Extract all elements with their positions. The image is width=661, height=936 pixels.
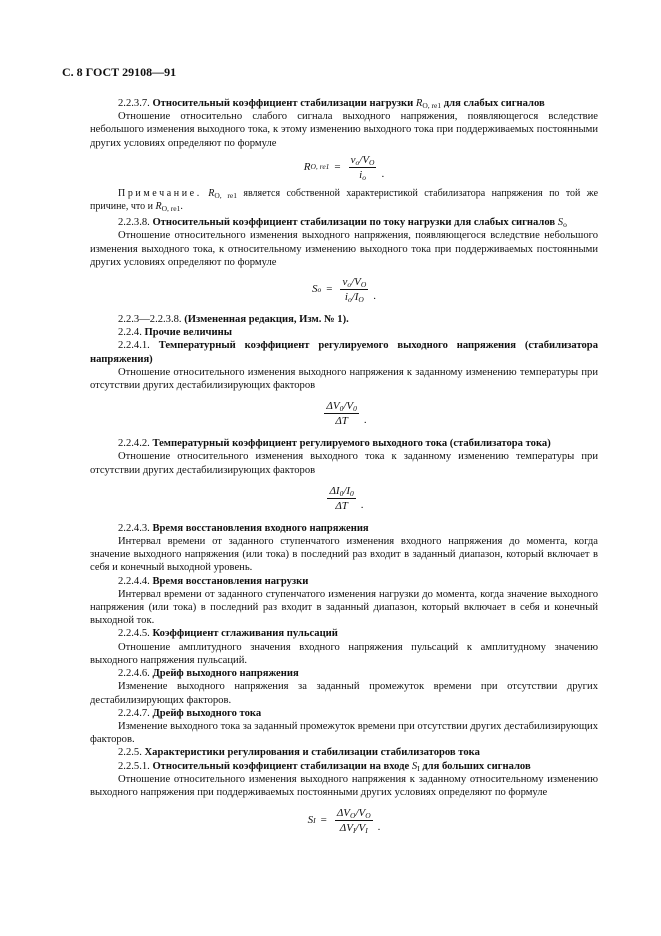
fraction: $\frac{v_o/V_O}{i_o/I_O}$ bbox=[342, 276, 367, 305]
page-header: С. 8 ГОСТ 29108—91 bbox=[62, 65, 177, 79]
section-2237-heading: 2.2.3.7. Относительный коэффициент стабилизации нагрузки $R_{O, re1}$ для слабых сигналов bbox=[118, 98, 545, 110]
section-2237-title: Относительный коэффициент стабилизации нагрузки bbox=[152, 98, 414, 109]
note-paragraph: Примечание. $R_{O, re1}$ является собственной характеристикой стабилизатора напряжения по той же причине, что и $R_{O, re1}$. bbox=[90, 187, 599, 214]
formula-r-o-re1: R O, re1 = $\frac{v_o/V_O}{i_o}$ . bbox=[303, 153, 385, 182]
section-2238-text: Отношение относительного изменения выходного напряжения, появляющегося вследствие небольшого изменения выходного тока, к относительному изменению выходного тока при поддерживаемых постоянными других условиях определяют по формуле bbox=[90, 230, 598, 268]
section-2238-heading: 2.2.3.8. Относительный коэффициент стабилизации по току нагрузки для слабых сигналов $S_o$ bbox=[118, 217, 567, 230]
document-body bbox=[90, 97, 598, 834]
formula-s-o: S o = $\frac{v_o/V_O}{i_o/I_O}$ . bbox=[311, 276, 377, 305]
section-2247-heading: 2.2.4.7. Дрейф выходного тока bbox=[118, 707, 262, 719]
note-label: Примечание. bbox=[118, 187, 202, 199]
section-2243-heading: 2.2.4.3. Время восстановления входного напряжения bbox=[118, 522, 369, 534]
section-2245-text: Отношение амплитудного значения входного напряжения пульсаций к амплитудному значению выходного напряжения пульсаций. bbox=[90, 641, 598, 666]
formula-s-i: S I = $\frac{\Delta V_O/V_O}{\Delta V_I/V_I}$ . bbox=[307, 807, 381, 836]
section-225-heading: 2.2.5. Характеристики регулирования и стабилизации стабилизаторов тока bbox=[118, 747, 480, 759]
section-2237-text: Отношение относительно слабого сигнала выходного напряжения, появляющегося вследствие небольшого изменения выходного тока, к этому изменению выходного тока при поддерживаемых постоянными других условиях определяют по формуле bbox=[90, 111, 598, 149]
section-2238-title: Относительный коэффициент стабилизации по току нагрузки для слабых сигналов bbox=[152, 217, 556, 229]
section-2246-text: Изменение выходного напряжения за заданный промежуток времени при отсутствии других дестабилизирующих факторов. bbox=[90, 681, 598, 706]
formula-temp-current: $\frac{\Delta I_0/I_0}{\Delta T}$ . bbox=[329, 484, 364, 512]
section-224-heading: 2.2.4. Прочие величины bbox=[118, 327, 233, 339]
section-2244-text: Интервал времени от заданного ступенчатого изменения нагрузки до момента, когда значение выходного напряжения (или тока) в последний раз входит в заданный диапазон, который включает в себя и конечный выходной ток. bbox=[90, 588, 598, 627]
formula-temp-voltage: $\frac{\Delta V_0/V_0}{\Delta T}$ . bbox=[326, 400, 367, 428]
section-2251-heading: 2.2.5.1. Относительный коэффициент стабилизации на входе $S_I$ для больших сигналов bbox=[118, 760, 531, 773]
section-2241-text: Отношение относительного изменения выходного напряжения к заданному изменению температуры при отсутствии других дестабилизирующих факторов bbox=[90, 366, 598, 392]
section-2247-text: Изменение выходного тока за заданный промежуток времени при отсутствии других дестабилизирующих факторов. bbox=[90, 720, 598, 746]
section-2243-text: Интервал времени от заданного ступенчатого изменения входного напряжения до момента, когда значение выходного напряжения (или тока) в последний раз входит в заданный диапазон, который включает в себя и конечный выходной уровень. bbox=[90, 536, 598, 574]
section-2251-text: Отношение относительного изменения выходного напряжения к заданному относительному изменению выходного напряжения при поддерживаемых постоянными других условиях определяют по формуле bbox=[90, 773, 598, 798]
section-2245-heading: 2.2.4.5. Коэффициент сглаживания пульсаций bbox=[118, 628, 338, 640]
section-2244-heading: 2.2.4.4. Время восстановления нагрузки bbox=[118, 575, 309, 587]
fraction: $\frac{v_o/V_O}{i_o}$ bbox=[350, 153, 375, 182]
section-2241-heading: 2.2.4.1. Температурный коэффициент регулируемого выходного напряжения (стабилизатора напряжения) bbox=[90, 340, 598, 365]
section-2242-text: Отношение относительного изменения выходного тока к заданному изменению температуры при отсутствии других дестабилизирующих факторов bbox=[90, 451, 598, 476]
section-2242-heading: 2.2.4.2. Температурный коэффициент регулируемого выходного тока (стабилизатора тока) bbox=[118, 438, 551, 450]
section-2246-heading: 2.2.4.6. Дрейф выходного напряжения bbox=[118, 668, 299, 680]
edition-note: 2.2.3—2.2.3.8. (Измененная редакция, Изм. № 1). bbox=[118, 314, 349, 326]
